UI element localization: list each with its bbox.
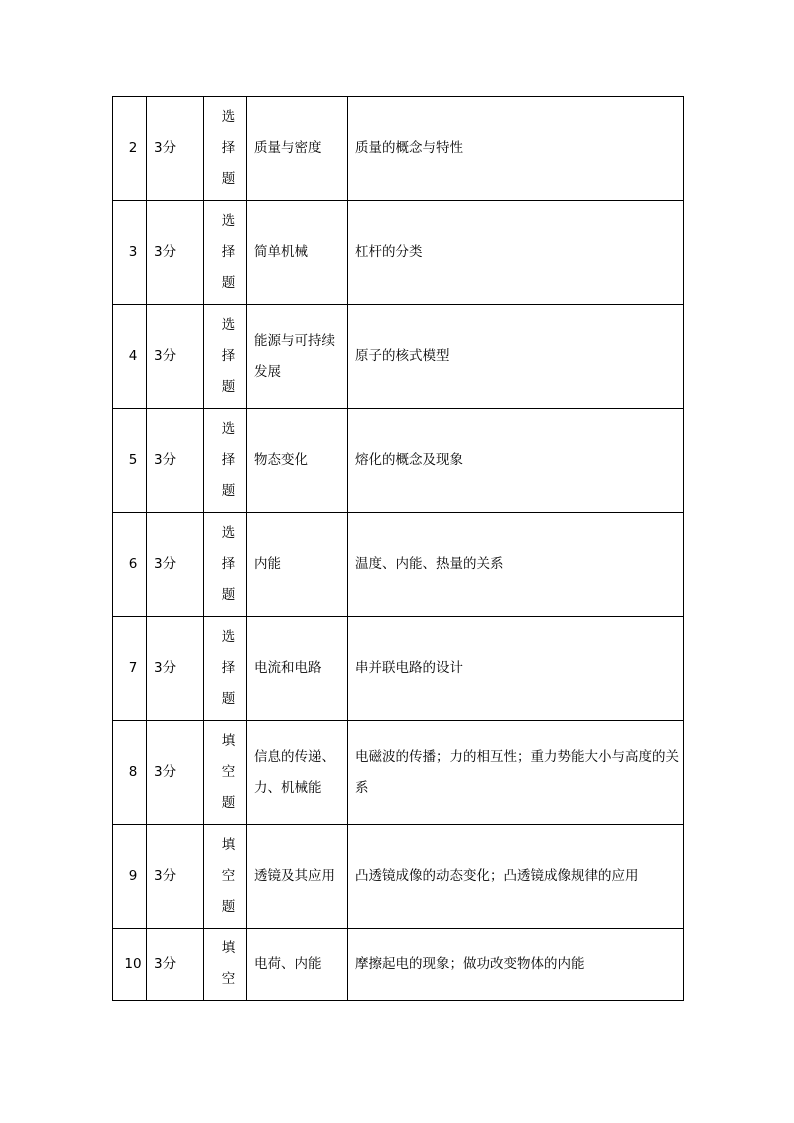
exam-analysis-table — [112, 96, 684, 1001]
table-row — [113, 201, 684, 305]
table-row — [113, 721, 684, 825]
question-score: 3分 — [147, 513, 204, 617]
question-number: 10 — [113, 929, 147, 1001]
question-score: 3分 — [147, 201, 204, 305]
knowledge-point: 电磁波的传播；力的相互性；重力势能大小与高度的关系 — [348, 721, 684, 825]
question-type: 选 择 题 — [204, 409, 247, 513]
knowledge-point: 凸透镜成像的动态变化；凸透镜成像规律的应用 — [348, 825, 684, 929]
table-row — [113, 305, 684, 409]
question-type: 选 择 题 — [204, 305, 247, 409]
question-number: 5 — [113, 409, 147, 513]
question-topic: 透镜及其应用 — [247, 825, 348, 929]
knowledge-point: 质量的概念与特性 — [348, 97, 684, 201]
question-number: 8 — [113, 721, 147, 825]
knowledge-point: 杠杆的分类 — [348, 201, 684, 305]
question-topic: 内能 — [247, 513, 348, 617]
question-type: 选 择 题 — [204, 201, 247, 305]
question-number: 2 — [113, 97, 147, 201]
question-number: 6 — [113, 513, 147, 617]
question-topic: 质量与密度 — [247, 97, 348, 201]
knowledge-point: 温度、内能、热量的关系 — [348, 513, 684, 617]
question-type: 填 空 题 — [204, 825, 247, 929]
question-topic: 电荷、内能 — [247, 929, 348, 1001]
table-row — [113, 409, 684, 513]
question-score: 3分 — [147, 409, 204, 513]
table-row — [113, 97, 684, 201]
question-topic: 信息的传递、力、机械能 — [247, 721, 348, 825]
knowledge-point: 原子的核式模型 — [348, 305, 684, 409]
question-topic: 能源与可持续发展 — [247, 305, 348, 409]
knowledge-point: 熔化的概念及现象 — [348, 409, 684, 513]
question-score: 3分 — [147, 721, 204, 825]
table-row — [113, 825, 684, 929]
question-score: 3分 — [147, 825, 204, 929]
question-topic: 物态变化 — [247, 409, 348, 513]
table-row — [113, 617, 684, 721]
question-score: 3分 — [147, 97, 204, 201]
question-score: 3分 — [147, 305, 204, 409]
table-row — [113, 513, 684, 617]
question-type: 选 择 题 — [204, 97, 247, 201]
question-number: 9 — [113, 825, 147, 929]
question-number: 3 — [113, 201, 147, 305]
knowledge-point: 串并联电路的设计 — [348, 617, 684, 721]
question-topic: 电流和电路 — [247, 617, 348, 721]
question-type: 选 择 题 — [204, 617, 247, 721]
question-type: 填 空 — [204, 929, 247, 1001]
question-score: 3分 — [147, 929, 204, 1001]
question-number: 4 — [113, 305, 147, 409]
table-row — [113, 929, 684, 1001]
question-topic: 简单机械 — [247, 201, 348, 305]
question-type: 选 择 题 — [204, 513, 247, 617]
question-type: 填 空 题 — [204, 721, 247, 825]
question-number: 7 — [113, 617, 147, 721]
knowledge-point: 摩擦起电的现象；做功改变物体的内能 — [348, 929, 684, 1001]
question-score: 3分 — [147, 617, 204, 721]
